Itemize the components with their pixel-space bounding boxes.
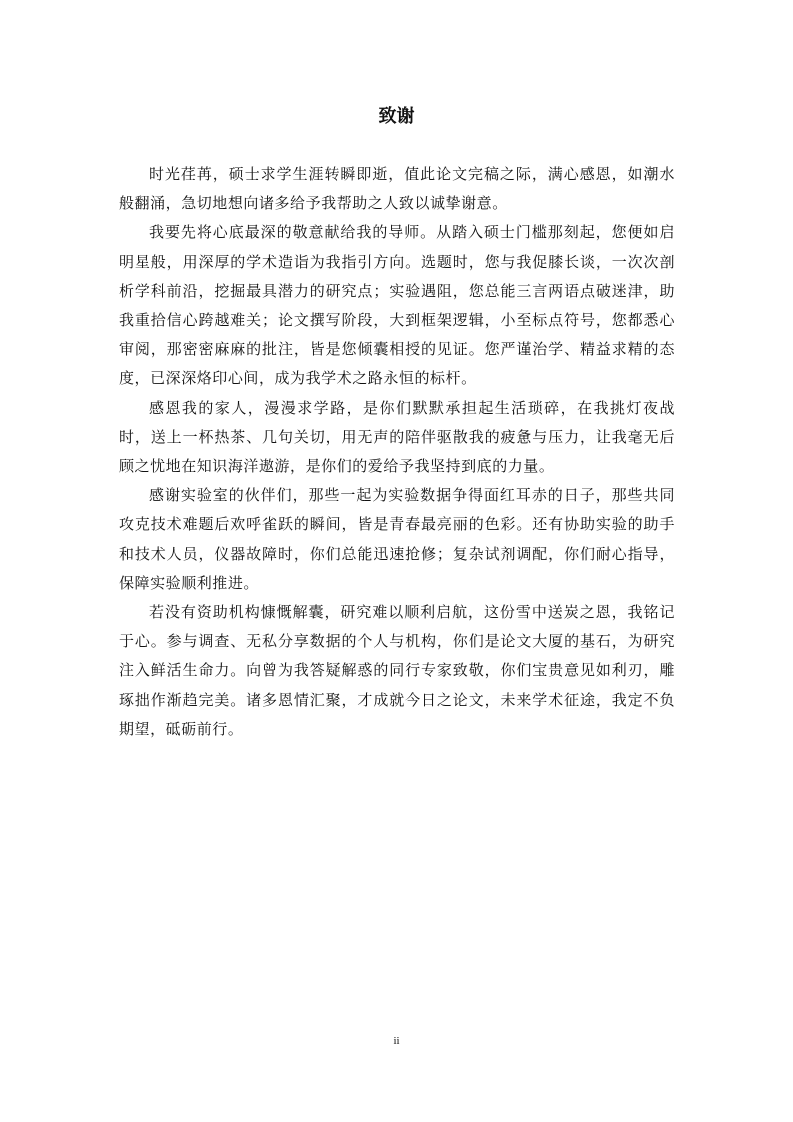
acknowledgement-body — [119, 160, 675, 744]
paragraph-funding-and-peers: 若没有资助机构慷慨解囊，研究难以顺利启航，这份雪中送炭之恩，我铭记于心。参与调查、无私分享数据的个人与机构，你们是论文大厦的基石，为研究注入鲜活生命力。向曾为我答疑解惑的同行专家致敬，你们宝贵意见如利刃，雕琢拙作渐趋完美。诸多恩情汇聚，才成就今日之论文，未来学术征途，我定不负期望，砥砺前行。 — [119, 603, 675, 738]
paragraph-lab-partners: 感谢实验室的伙伴们，那些一起为实验数据争得面红耳赤的日子，那些共同攻克技术难题后欢呼雀跃的瞬间，皆是青春最亮丽的色彩。还有协助实验的助手和技术人员，仪器故障时，你们总能迅速抢修；复杂试剂调配，你们耐心指导，保障实验顺利推进。 — [119, 486, 675, 592]
paragraph-advisor: 我要先将心底最深的敬意献给我的导师。从踏入硕士门槛那刻起，您便如启明星般，用深厚的学术造诣为我指引方向。选题时，您与我促膝长谈，一次次剖析学科前沿，挖掘最具潜力的研究点；实验遇阻，您总能三言两语点破迷津，助我重拾信心跨越难关；论文撰写阶段，大到框架逻辑，小至标点符号，您都悉心审阅，那密密麻麻的批注，皆是您倾囊相授的见证。您严谨治学、精益求精的态度，已深深烙印心间，成为我学术之路永恒的标杆。 — [119, 223, 675, 388]
paragraph-time-flies: 时光荏苒，硕士求学生涯转瞬即逝，值此论文完稿之际，满心感恩，如潮水般翻涌，急切地想向诸多给予我帮助之人致以诚挚谢意。 — [119, 165, 675, 213]
page-number: ii — [393, 1035, 400, 1047]
page-title: 致谢 — [378, 106, 415, 127]
paragraph-family: 感恩我的家人，漫漫求学路，是你们默默承担起生活琐碎，在我挑灯夜战时，送上一杯热茶、几句关切，用无声的陪伴驱散我的疲惫与压力，让我毫无后顾之忧地在知识海洋遨游，是你们的爱给予我坚持到底的力量。 — [119, 398, 675, 476]
